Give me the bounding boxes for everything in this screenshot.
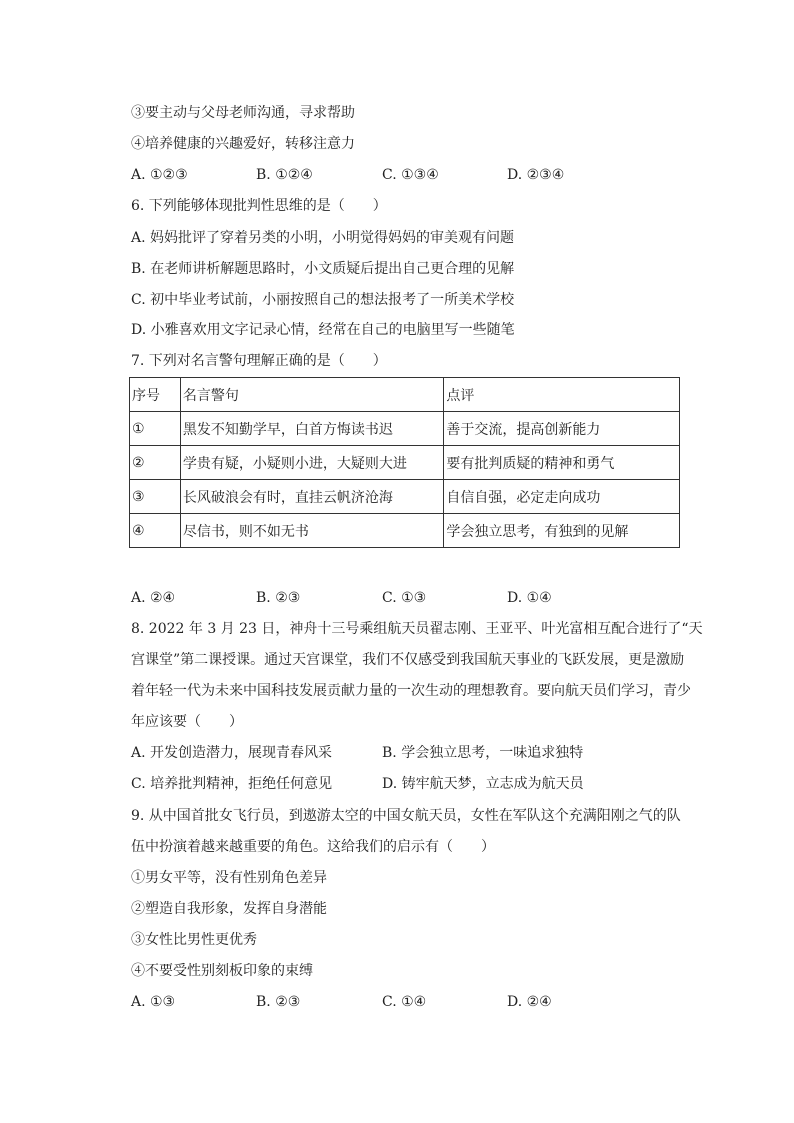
row-index: ①	[130, 412, 181, 446]
row-index: ③	[130, 480, 181, 514]
q7-option-d: D. ①④	[507, 590, 552, 606]
q5-item-4: ④培养健康的兴趣爱好，转移注意力	[131, 136, 355, 152]
row-comment: 学会独立思考，有独到的见解	[444, 514, 680, 548]
q6-option-b: B. 在老师讲析解题思路时，小文质疑后提出自己更合理的见解	[131, 261, 515, 277]
row-quote: 学贵有疑，小疑则小进，大疑则大进	[180, 446, 444, 480]
table-header-row	[130, 378, 680, 412]
row-quote: 黑发不知勤学早，白首方悔读书迟	[180, 412, 444, 446]
q8-stem-line-3: 着年轻一代为未来中国科技发展贡献力量的一次生动的理想教育。要向航天员们学习，青少	[131, 683, 691, 699]
q8-stem-line-2: 宫课堂”第二课授课。通过天宫课堂，我们不仅感受到我国航天事业的飞跃发展，更是激励	[131, 652, 685, 668]
row-comment: 自信自强，必定走向成功	[444, 480, 680, 514]
q9-item-4: ④不要受性别刻板印象的束缚	[131, 963, 313, 979]
q9-item-2: ②塑造自我形象，发挥自身潜能	[131, 901, 327, 917]
row-index: ④	[130, 514, 181, 548]
q6-stem: 6. 下列能够体现批判性思维的是（ ）	[131, 198, 387, 214]
q9-stem-line-1: 9. 从中国首批女飞行员，到遨游太空的中国女航天员，女性在军队这个充满阳刚之气的队	[131, 808, 681, 824]
q8-stem-line-4: 年应该要（ ）	[131, 714, 243, 730]
header-index: 序号	[130, 378, 181, 412]
q8-option-b: B. 学会独立思考，一味追求独特	[382, 745, 584, 761]
row-quote: 尽信书，则不如无书	[180, 514, 444, 548]
q8-stem-line-1: 8. 2022 年 3 月 23 日，神舟十三号乘组航天员翟志刚、王亚平、叶光富相互配合进行了“天	[131, 621, 703, 637]
q5-option-b: B. ①②④	[256, 167, 313, 183]
q9-item-1: ①男女平等，没有性别角色差异	[131, 870, 327, 886]
q8-option-d: D. 铸牢航天梦，立志成为航天员	[382, 776, 584, 792]
q5-item-3: ③要主动与父母老师沟通，寻求帮助	[131, 105, 355, 121]
q9-item-3: ③女性比男性更优秀	[131, 932, 257, 948]
q6-option-d: D. 小雅喜欢用文字记录心情，经常在自己的电脑里写一些随笔	[131, 322, 515, 338]
q9-option-c: C. ①④	[382, 994, 427, 1010]
header-quote: 名言警句	[180, 378, 444, 412]
q6-option-a: A. 妈妈批评了穿着另类的小明，小明觉得妈妈的审美观有问题	[131, 230, 515, 246]
q7-option-a: A. ②④	[131, 590, 176, 606]
q7-stem: 7. 下列对名言警句理解正确的是（ ）	[131, 353, 387, 369]
q8-option-c: C. 培养批判精神，拒绝任何意见	[131, 776, 333, 792]
table-row	[130, 446, 680, 480]
row-index: ②	[130, 446, 181, 480]
header-comment: 点评	[444, 378, 680, 412]
row-comment: 善于交流，提高创新能力	[444, 412, 680, 446]
table-row	[130, 412, 680, 446]
q9-stem-line-2: 伍中扮演着越来越重要的角色。这给我们的启示有（ ）	[131, 839, 495, 855]
q9-option-b: B. ②③	[256, 994, 301, 1010]
q9-option-d: D. ②④	[507, 994, 552, 1010]
table-row	[130, 480, 680, 514]
q5-option-c: C. ①③④	[382, 167, 439, 183]
q8-option-a: A. 开发创造潜力，展现青春风采	[131, 745, 333, 761]
quotes-table	[129, 377, 680, 548]
q9-option-a: A. ①③	[131, 994, 176, 1010]
q5-option-a: A. ①②③	[131, 167, 188, 183]
row-quote: 长风破浪会有时，直挂云帆济沧海	[180, 480, 444, 514]
q7-option-b: B. ②③	[256, 590, 301, 606]
q5-option-d: D. ②③④	[507, 167, 565, 183]
row-comment: 要有批判质疑的精神和勇气	[444, 446, 680, 480]
q7-option-c: C. ①③	[382, 590, 427, 606]
table-row	[130, 514, 680, 548]
q6-option-c: C. 初中毕业考试前，小丽按照自己的想法报考了一所美术学校	[131, 292, 515, 308]
